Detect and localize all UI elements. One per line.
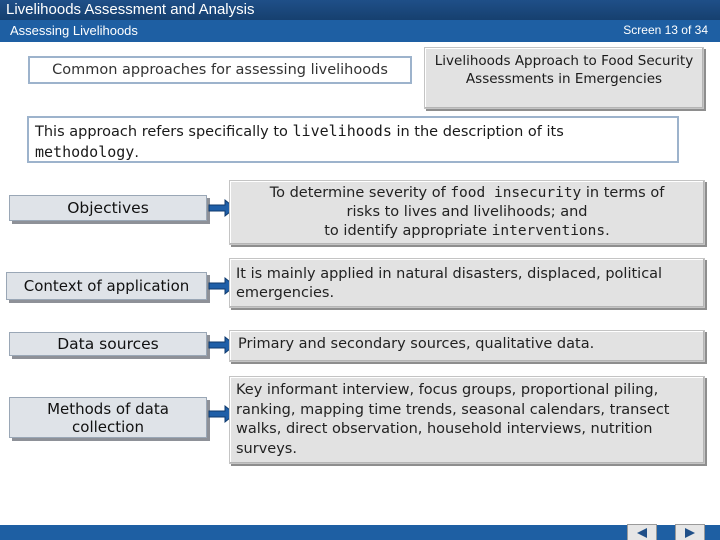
triangle-right-icon	[683, 527, 697, 539]
description-text: This approach refers specifically to	[35, 124, 293, 140]
description-text-end: .	[134, 145, 139, 161]
bottom-bar	[0, 525, 720, 540]
context-label-text: Context of application	[23, 277, 190, 295]
methods-content	[229, 376, 705, 464]
objectives-text-cont: in terms of	[581, 185, 665, 201]
objectives-label	[9, 195, 207, 221]
objectives-content	[229, 180, 705, 245]
methods-text: Key informant interview, focus groups, proportional piling, ranking, mapping time trends, seasonal calendars, transect walks, direct observation, household interviews, nutrition surveys.	[236, 382, 670, 457]
objectives-text-line3: to identify appropriate	[324, 223, 492, 239]
data-sources-text: Primary and secondary sources, qualitative data.	[238, 336, 595, 352]
context-text: It is mainly applied in natural disasters, displaced, political emergencies.	[236, 266, 663, 301]
selected-approach-box	[424, 47, 704, 109]
objectives-text: To determine severity of	[269, 185, 451, 201]
description-text-middle: in the description of its	[391, 124, 564, 140]
section-title: Assessing Livelihoods	[10, 23, 138, 38]
next-button[interactable]	[675, 524, 705, 540]
methods-label-text: Methods of data collection	[47, 400, 169, 436]
data-sources-label-text: Data sources	[57, 335, 159, 353]
data-sources-content	[229, 330, 705, 362]
app-title: Livelihoods Assessment and Analysis	[6, 1, 255, 18]
description-keyword-methodology: methodology	[35, 143, 135, 161]
common-approaches-box	[28, 56, 412, 84]
objectives-keyword-interventions: interventions	[491, 223, 606, 239]
objectives-text-line2: risks to lives and livelihoods; and	[346, 204, 588, 220]
objectives-label-text: Objectives	[67, 199, 149, 217]
selected-approach-label: Livelihoods Approach to Food Security Assessments in Emergencies	[434, 53, 694, 87]
methods-label	[9, 397, 207, 438]
objectives-keyword-food-insecurity: food insecurity	[450, 185, 582, 201]
context-label	[6, 272, 207, 300]
data-sources-label	[9, 332, 207, 356]
screen-counter: Screen 13 of 34	[623, 23, 708, 37]
context-content	[229, 258, 705, 308]
section-bar	[0, 20, 720, 42]
back-button[interactable]	[627, 524, 657, 540]
objectives-text-end: .	[605, 223, 610, 239]
description-keyword-livelihoods: livelihoods	[292, 122, 392, 140]
approach-description	[27, 116, 679, 163]
app-title-bar	[0, 0, 720, 20]
common-approaches-label: Common approaches for assessing livelihoods	[52, 62, 388, 78]
triangle-left-icon	[635, 527, 649, 539]
